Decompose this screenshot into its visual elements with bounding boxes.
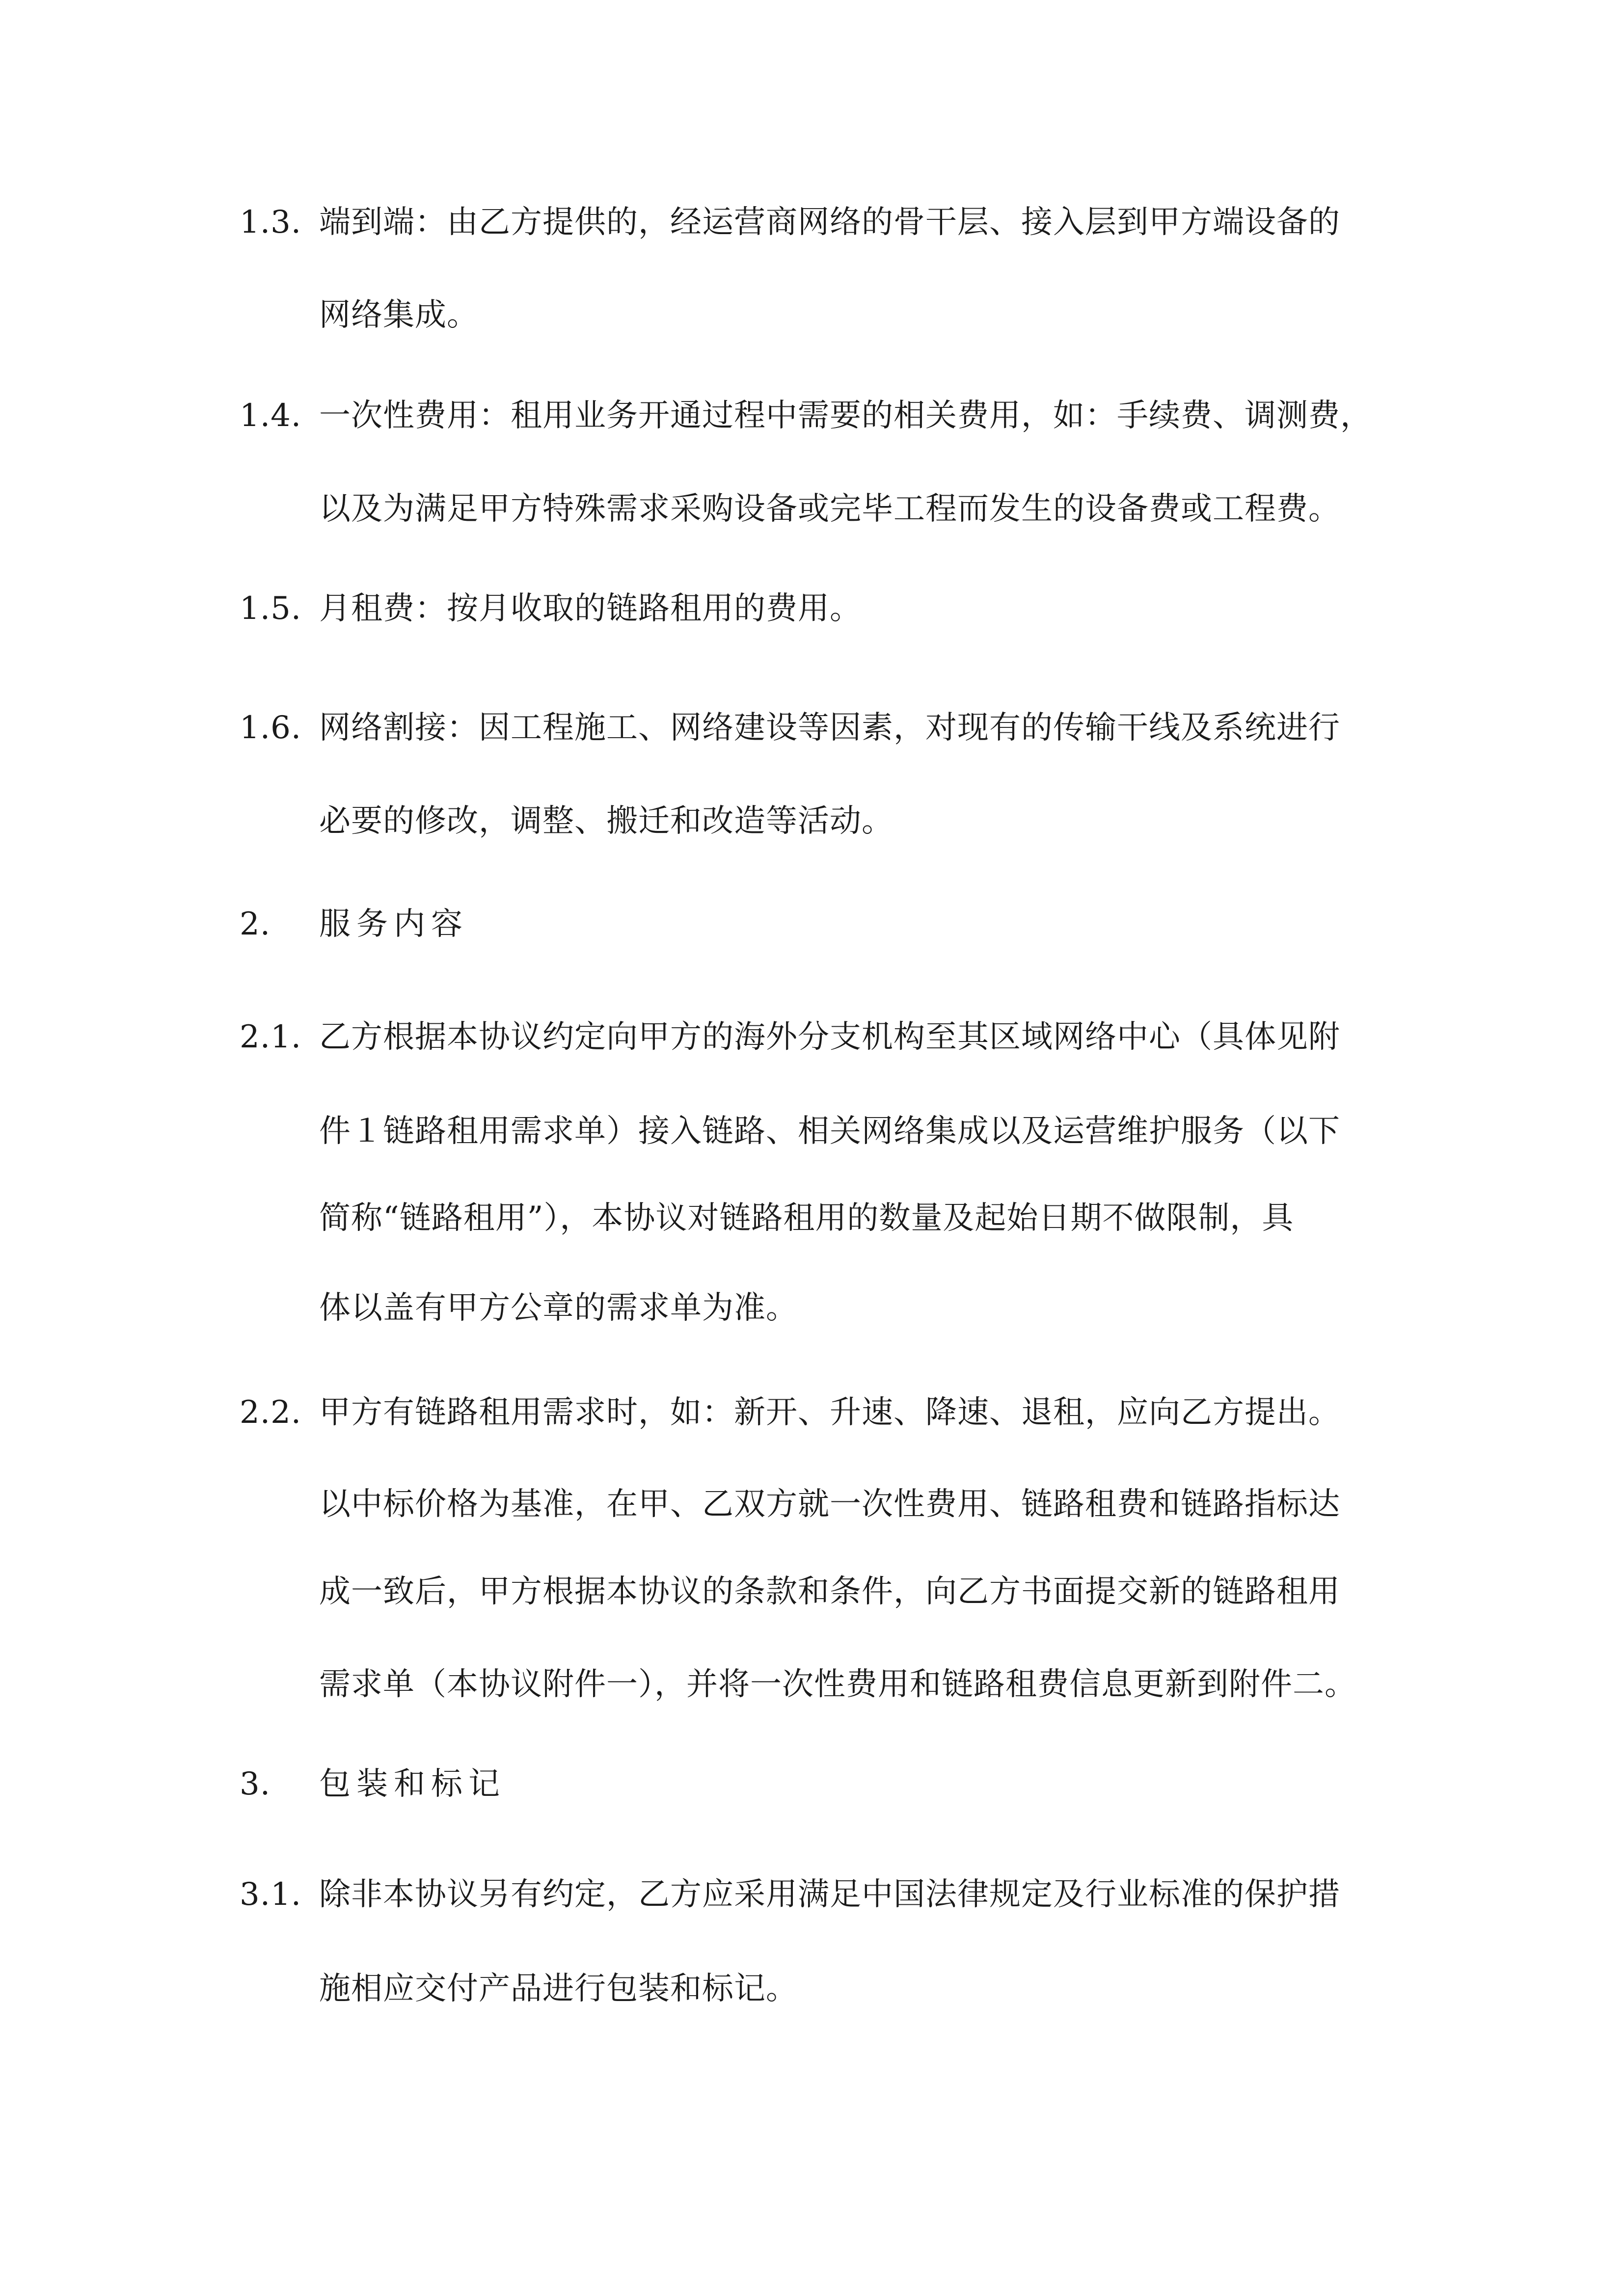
clause-text: 必要的修改，调整、搬迁和改造等活动。 [319,803,893,839]
clause-text: 件１链路租用需求单）接入链路、相关网络集成以及运营维护服务（以下 [319,1113,1340,1149]
clause-text: 月租费：按月收取的链路租用的费用。 [319,590,862,627]
clause-text: 需求单（本协议附件一），并将一次性费用和链路租费信息更新到附件二。 [319,1666,1356,1703]
clause-text: 一次性费用：租用业务开通过程中需要的相关费用，如：手续费、调测费， [319,398,1372,434]
clause-text: 成一致后，甲方根据本协议的条款和条件，向乙方书面提交新的链路租用 [319,1574,1340,1610]
clause-text: 网络割接：因工程施工、网络建设等因素，对现有的传输干线及系统进行 [319,710,1340,746]
clause-number: 2.2. [240,1394,302,1431]
clause-text: 以中标价格为基准，在甲、乙双方就一次性费用、链路租费和链路指标达 [319,1486,1340,1522]
clause-number: 3.1. [240,1876,302,1913]
section-title: 服务内容 [319,906,468,942]
clause-text: 端到端：由乙方提供的，经运营商网络的骨干层、接入层到甲方端设备的 [319,204,1340,240]
section-title: 包装和标记 [319,1766,506,1802]
clause-number: 1.3. [240,204,302,240]
clause-number: 1.5. [240,590,302,627]
clause-text: 施相应交付产品进行包装和标记。 [319,1971,798,2007]
clause-text: 体以盖有甲方公章的需求单为准。 [319,1290,798,1326]
clause-text: 乙方根据本协议约定向甲方的海外分支机构至其区域网络中心（具体见附 [319,1019,1340,1055]
clause-number: 2.1. [240,1019,302,1055]
clause-number: 1.6. [240,710,302,746]
clause-text: 以及为满足甲方特殊需求采购设备或完毕工程而发生的设备费或工程费。 [319,491,1340,527]
clause-text: 网络集成。 [319,297,479,333]
clause-number: 1.4. [240,398,302,434]
section-number: 3. [240,1766,271,1802]
clause-text: 甲方有链路租用需求时，如：新开、升速、降速、退租，应向乙方提出。 [319,1394,1340,1431]
section-number: 2. [240,906,271,942]
clause-text: 除非本协议另有约定，乙方应采用满足中国法律规定及行业标准的保护措 [319,1876,1340,1913]
clause-text: 简称“链路租用”），本协议对链路租用的数量及起始日期不做限制，具 [319,1200,1294,1236]
